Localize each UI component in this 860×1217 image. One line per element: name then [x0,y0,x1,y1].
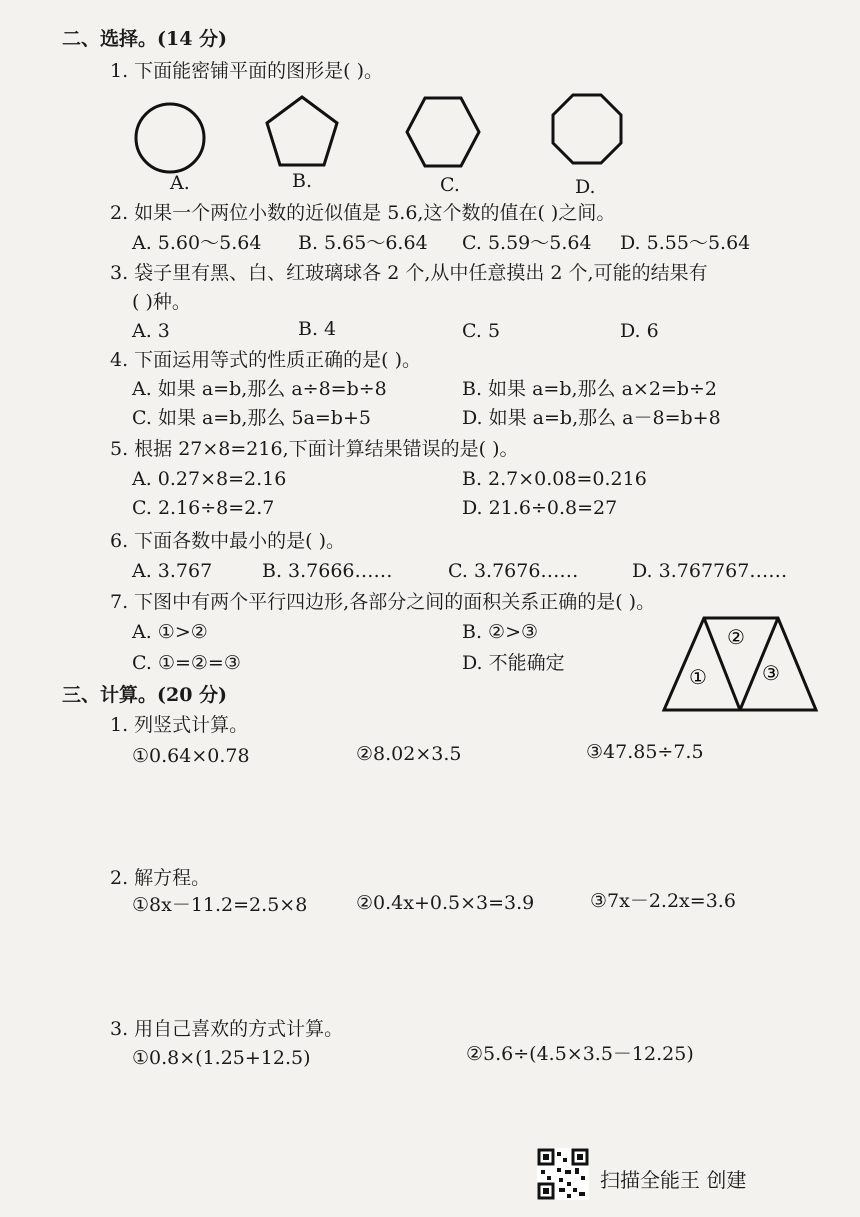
p1-title: 1. 列竖式计算。 [110,714,249,736]
q7-option-b: B. ②>③ [462,621,539,643]
hexagon-shape [403,92,483,172]
octagon-shape [547,90,627,170]
q6-option-b: B. 3.7666…… [262,560,393,582]
p2-item-2: ②0.4x+0.5×3=3.9 [356,892,535,914]
q4-stem: 4. 下面运用等式的性质正确的是( )。 [110,349,422,371]
q2-option-a: A. 5.60～5.64 [132,232,262,254]
figure-label-1: ① [689,665,707,689]
q4-option-c: C. 如果 a=b,那么 5a=b+5 [132,407,371,429]
q4-option-b: B. 如果 a=b,那么 a×2=b÷2 [462,378,717,400]
p1-item-2: ②8.02×3.5 [356,743,462,765]
q2-option-b: B. 5.65～6.64 [298,232,428,254]
q7-stem: 7. 下图中有两个平行四边形,各部分之间的面积关系正确的是( )。 [110,591,656,613]
q6-option-d: D. 3.767767…… [632,560,788,582]
q2-stem: 2. 如果一个两位小数的近似值是 5.6,这个数的值在( )之间。 [110,202,616,224]
section3-heading: 三、计算。(20 分) [62,684,228,706]
p3-title: 3. 用自己喜欢的方式计算。 [110,1018,344,1040]
p2-item-3: ③7x－2.2x=3.6 [590,890,736,912]
q3-option-a: A. 3 [132,320,170,342]
q4-option-d: D. 如果 a=b,那么 a－8=b+8 [462,407,721,429]
q5-stem: 5. 根据 27×8=216,下面计算结果错误的是( )。 [110,438,519,460]
q6-option-c: C. 3.7676…… [448,560,579,582]
p3-item-1: ①0.8×(1.25+12.5) [132,1047,311,1069]
p2-title: 2. 解方程。 [110,867,211,889]
q3-option-c: C. 5 [462,320,501,342]
q1-option-a: A. [170,172,190,194]
p3-item-2: ②5.6÷(4.5×3.5－12.25) [466,1043,694,1065]
q3-option-d: D. 6 [620,320,659,342]
q1-stem: 1. 下面能密铺平面的图形是( )。 [110,60,384,82]
q3-option-b: B. 4 [298,318,337,340]
q7-option-a: A. ①>② [132,621,208,643]
q5-option-c: C. 2.16÷8=2.7 [132,497,275,519]
p1-item-3: ③47.85÷7.5 [586,741,704,763]
q4-option-a: A. 如果 a=b,那么 a÷8=b÷8 [132,378,387,400]
circle-shape [132,100,208,176]
q7-option-c: C. ①=②=③ [132,652,241,674]
q5-option-b: B. 2.7×0.08=0.216 [462,468,647,490]
q3-stem-line2: ( )种。 [132,291,191,313]
q1-option-c: C. [440,174,460,196]
section2-heading: 二、选择。(14 分) [62,28,228,50]
pentagon-shape [262,92,342,172]
p1-item-1: ①0.64×0.78 [132,745,250,767]
figure-label-2: ② [727,625,745,649]
scanner-watermark-text: 扫描全能王 创建 [600,1168,747,1192]
q5-option-a: A. 0.27×8=2.16 [132,468,287,490]
q2-option-d: D. 5.55～5.64 [620,232,751,254]
q7-option-d: D. 不能确定 [462,652,565,674]
qr-code-icon [537,1148,589,1200]
figure-label-3: ③ [762,661,780,685]
q6-option-a: A. 3.767 [132,560,213,582]
q3-stem-line1: 3. 袋子里有黑、白、红玻璃球各 2 个,从中任意摸出 2 个,可能的结果有 [110,262,708,284]
q2-option-c: C. 5.59～5.64 [462,232,592,254]
q1-option-d: D. [575,176,596,198]
q1-option-b: B. [292,170,313,192]
parallelogram-figure [660,612,820,714]
q6-stem: 6. 下面各数中最小的是( )。 [110,530,346,552]
p2-item-1: ①8x－11.2=2.5×8 [132,894,308,916]
q5-option-d: D. 21.6÷0.8=27 [462,497,618,519]
